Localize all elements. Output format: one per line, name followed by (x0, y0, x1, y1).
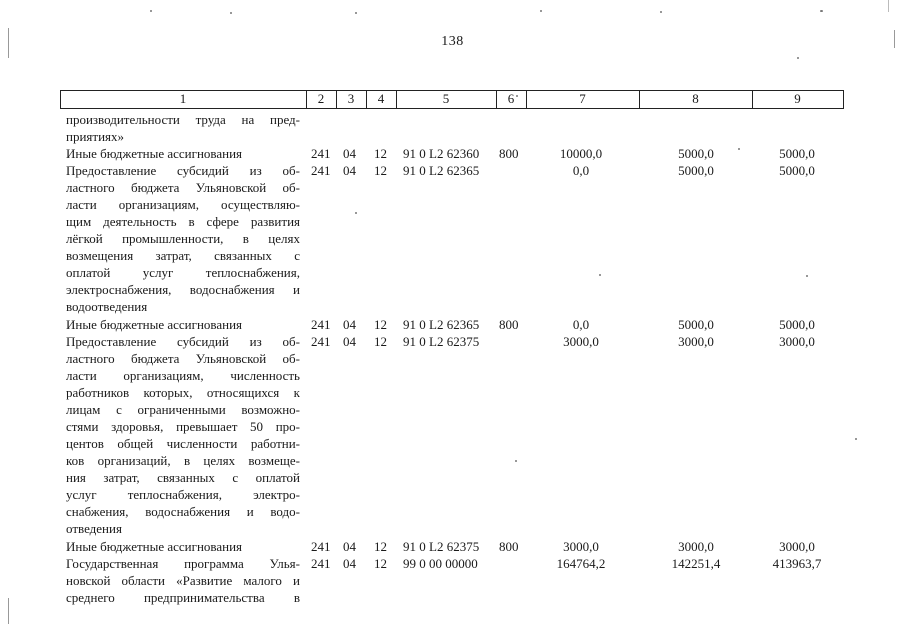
description-line: щим деятельность в сфере развития (66, 214, 300, 229)
description-line: Иные бюджетные ассигнования (66, 317, 243, 332)
header-bottom-border (60, 108, 844, 109)
cell-amount-col9: 413963,7 (772, 556, 822, 571)
description-line: снабжения, водоснабжения и водо- (66, 504, 300, 519)
cell-amount-col9: 5000,0 (779, 146, 815, 161)
cell-section: 04 (343, 539, 356, 554)
scan-speck (230, 12, 232, 14)
cell-expense-type: 800 (499, 317, 519, 332)
cell-amount-col8: 142251,4 (671, 556, 721, 571)
description-line: ластного бюджета Ульяновской об- (66, 351, 300, 366)
cell-section: 04 (343, 163, 356, 178)
header-col-8: 8 (692, 91, 699, 106)
cell-expense-type: 800 (499, 146, 519, 161)
cell-amount-col7: 3000,0 (563, 539, 599, 554)
header-col-2: 2 (317, 91, 325, 106)
description-line: центов общей численности работни- (66, 436, 300, 451)
cell-subsection: 12 (374, 556, 387, 571)
cell-amount-col7: 0,0 (572, 317, 590, 332)
row-description (66, 162, 300, 315)
cell-amount-col7: 0,0 (572, 163, 590, 178)
cell-amount-col8: 5000,0 (678, 163, 714, 178)
scan-speck (150, 10, 152, 12)
description-line: новской области «Развитие малого и (66, 573, 300, 588)
description-line: услуг теплоснабжения, электро- (66, 487, 300, 502)
cell-amount-col8: 5000,0 (678, 317, 714, 332)
cell-ministry-code: 241 (311, 163, 331, 178)
header-col-7: 7 (579, 91, 586, 106)
description-line: возмещения затрат, связанных с (66, 248, 300, 263)
scan-edge-mark (8, 598, 9, 624)
cell-section: 04 (343, 556, 356, 571)
cell-amount-col7: 10000,0 (559, 146, 603, 161)
scan-speck (355, 212, 357, 214)
description-line: Предоставление субсидий из об- (66, 334, 300, 349)
cell-target-article: 91 0 L2 62360 (403, 146, 480, 161)
cell-amount-col9: 5000,0 (779, 163, 815, 178)
row-description (66, 111, 300, 145)
scan-speck (516, 95, 518, 97)
scan-speck (820, 10, 823, 12)
description-line: ков организаций, в целях возмеще- (66, 453, 300, 468)
cell-amount-col8: 3000,0 (678, 539, 714, 554)
description-line: стями здоровья, превышает 50 про- (66, 419, 300, 434)
cell-ministry-code: 241 (311, 146, 331, 161)
cell-amount-col8: 3000,0 (678, 334, 714, 349)
cell-subsection: 12 (374, 334, 387, 349)
cell-amount-col9: 5000,0 (779, 317, 815, 332)
cell-ministry-code: 241 (311, 317, 331, 332)
scan-edge-mark (888, 0, 889, 12)
header-col-4: 4 (377, 91, 385, 106)
description-line: Предоставление субсидий из об- (66, 163, 300, 178)
description-line: производительности труда на пред- (66, 112, 300, 127)
description-line: среднего предпринимательства в (66, 590, 300, 605)
cell-subsection: 12 (374, 539, 387, 554)
header-col-9: 9 (794, 91, 801, 106)
row-description (66, 316, 300, 333)
cell-ministry-code: 241 (311, 334, 331, 349)
description-line: ласти организациям, численность (66, 368, 300, 383)
cell-amount-col7: 164764,2 (556, 556, 606, 571)
header-col-1: 1 (179, 91, 187, 106)
scan-speck (540, 10, 542, 12)
cell-target-article: 91 0 L2 62375 (403, 334, 480, 349)
cell-amount-col9: 3000,0 (779, 334, 815, 349)
row-description (66, 333, 300, 537)
scan-speck (806, 275, 808, 277)
scan-speck (599, 274, 601, 276)
description-line: работников которых, относящихся к (66, 385, 300, 400)
description-line: приятиях» (66, 129, 125, 144)
description-line: отведения (66, 521, 122, 536)
cell-ministry-code: 241 (311, 539, 331, 554)
cell-amount-col7: 3000,0 (563, 334, 599, 349)
description-line: Государственная программа Улья- (66, 556, 300, 571)
scan-speck (738, 148, 740, 150)
description-line: Иные бюджетные ассигнования (66, 146, 243, 161)
cell-target-article: 91 0 L2 62365 (403, 317, 480, 332)
cell-target-article: 99 0 00 00000 (403, 556, 478, 571)
header-col-divider (843, 90, 844, 109)
cell-subsection: 12 (374, 146, 387, 161)
description-line: ния затрат, связанных с оплатой (66, 470, 300, 485)
description-line: лёгкой промышленности, в целях (66, 231, 300, 246)
scan-speck (797, 57, 799, 59)
scan-edge-mark (8, 28, 9, 58)
description-line: водоотведения (66, 299, 148, 314)
description-line: ласти организациям, осуществляю- (66, 197, 300, 212)
cell-section: 04 (343, 317, 356, 332)
cell-target-article: 91 0 L2 62365 (403, 163, 480, 178)
description-line: Иные бюджетные ассигнования (66, 539, 243, 554)
cell-ministry-code: 241 (311, 556, 331, 571)
header-col-5: 5 (442, 91, 450, 106)
header-col-3: 3 (347, 91, 355, 106)
description-line: электроснабжения, водоснабжения и (66, 282, 300, 297)
description-line: ластного бюджета Ульяновской об- (66, 180, 300, 195)
description-line: оплатой услуг теплоснабжения, (66, 265, 300, 280)
scan-speck (355, 12, 357, 14)
cell-section: 04 (343, 146, 356, 161)
page-number: 138 (441, 34, 464, 49)
scan-speck (660, 11, 662, 13)
cell-amount-col9: 3000,0 (779, 539, 815, 554)
header-col-6: 6 (507, 91, 515, 106)
row-description (66, 145, 300, 162)
cell-subsection: 12 (374, 317, 387, 332)
cell-section: 04 (343, 334, 356, 349)
cell-target-article: 91 0 L2 62375 (403, 539, 480, 554)
cell-subsection: 12 (374, 163, 387, 178)
cell-expense-type: 800 (499, 539, 519, 554)
scan-edge-mark (894, 30, 895, 48)
row-description (66, 538, 300, 555)
description-line: лицам с ограниченными возможно- (66, 402, 300, 417)
row-description (66, 555, 300, 606)
scan-speck (855, 438, 857, 440)
scan-speck (515, 460, 517, 462)
cell-amount-col8: 5000,0 (678, 146, 714, 161)
